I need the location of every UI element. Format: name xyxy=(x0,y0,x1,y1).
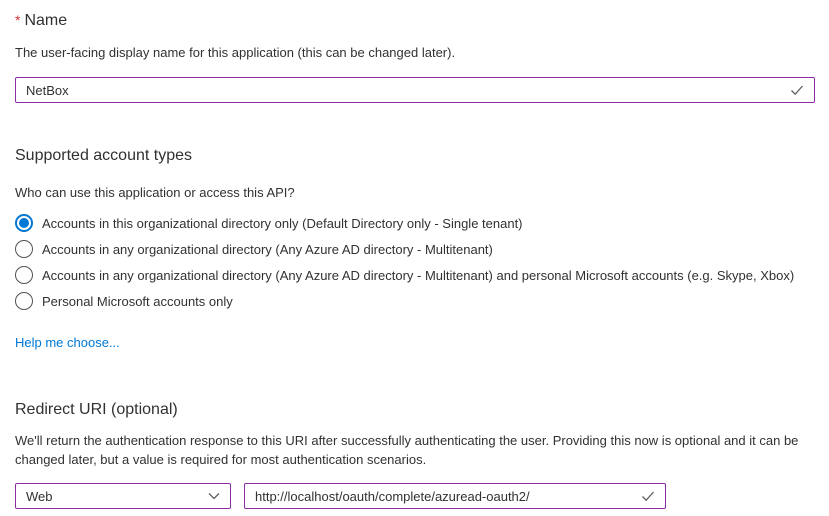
account-types-question: Who can use this application or access this API? xyxy=(15,185,295,200)
platform-select[interactable] xyxy=(15,483,231,509)
supported-account-types-heading: Supported account types xyxy=(15,147,193,164)
radio-button-icon[interactable] xyxy=(15,292,33,310)
radio-option-label: Accounts in any organizational directory (Any Azure AD directory - Multitenant) and personal Microsoft accounts (e.g. Skype, Xbox) xyxy=(42,267,795,283)
radio-option-label: Personal Microsoft accounts only xyxy=(42,293,233,309)
radio-option-multitenant[interactable] xyxy=(15,236,815,262)
name-description: The user-facing display name for this application (this can be changed later). xyxy=(15,45,456,60)
redirect-uri-field-container xyxy=(244,483,666,509)
radio-button-icon[interactable] xyxy=(15,214,33,232)
radio-option-multitenant-personal[interactable] xyxy=(15,262,815,288)
redirect-uri-row xyxy=(15,483,815,509)
name-field-container xyxy=(15,77,815,103)
name-heading-label: Name xyxy=(24,12,68,29)
radio-option-single-tenant[interactable] xyxy=(15,210,815,236)
redirect-uri-input[interactable] xyxy=(244,483,666,509)
chevron-down-icon xyxy=(206,488,222,504)
radio-button-icon[interactable] xyxy=(15,266,33,284)
redirect-uri-description: We'll return the authentication response to this URI after successfully authenticating the user. Providing this now is optional and it can be changed later, but a value is required for most authentication scenarios. xyxy=(15,433,799,467)
radio-button-icon[interactable] xyxy=(15,240,33,258)
radio-option-personal-only[interactable] xyxy=(15,288,815,314)
account-types-radio-group xyxy=(15,210,815,314)
radio-option-label: Accounts in any organizational directory (Any Azure AD directory - Multitenant) xyxy=(42,241,493,257)
redirect-uri-heading: Redirect URI (optional) xyxy=(15,401,178,418)
name-section-heading xyxy=(15,10,815,31)
name-input[interactable] xyxy=(15,77,815,103)
radio-option-label: Accounts in this organizational directory only (Default Directory only - Single tenant) xyxy=(42,215,523,231)
help-me-choose-link[interactable]: Help me choose... xyxy=(15,335,120,350)
platform-select-value: Web xyxy=(26,488,53,504)
required-asterisk: * xyxy=(15,12,21,28)
